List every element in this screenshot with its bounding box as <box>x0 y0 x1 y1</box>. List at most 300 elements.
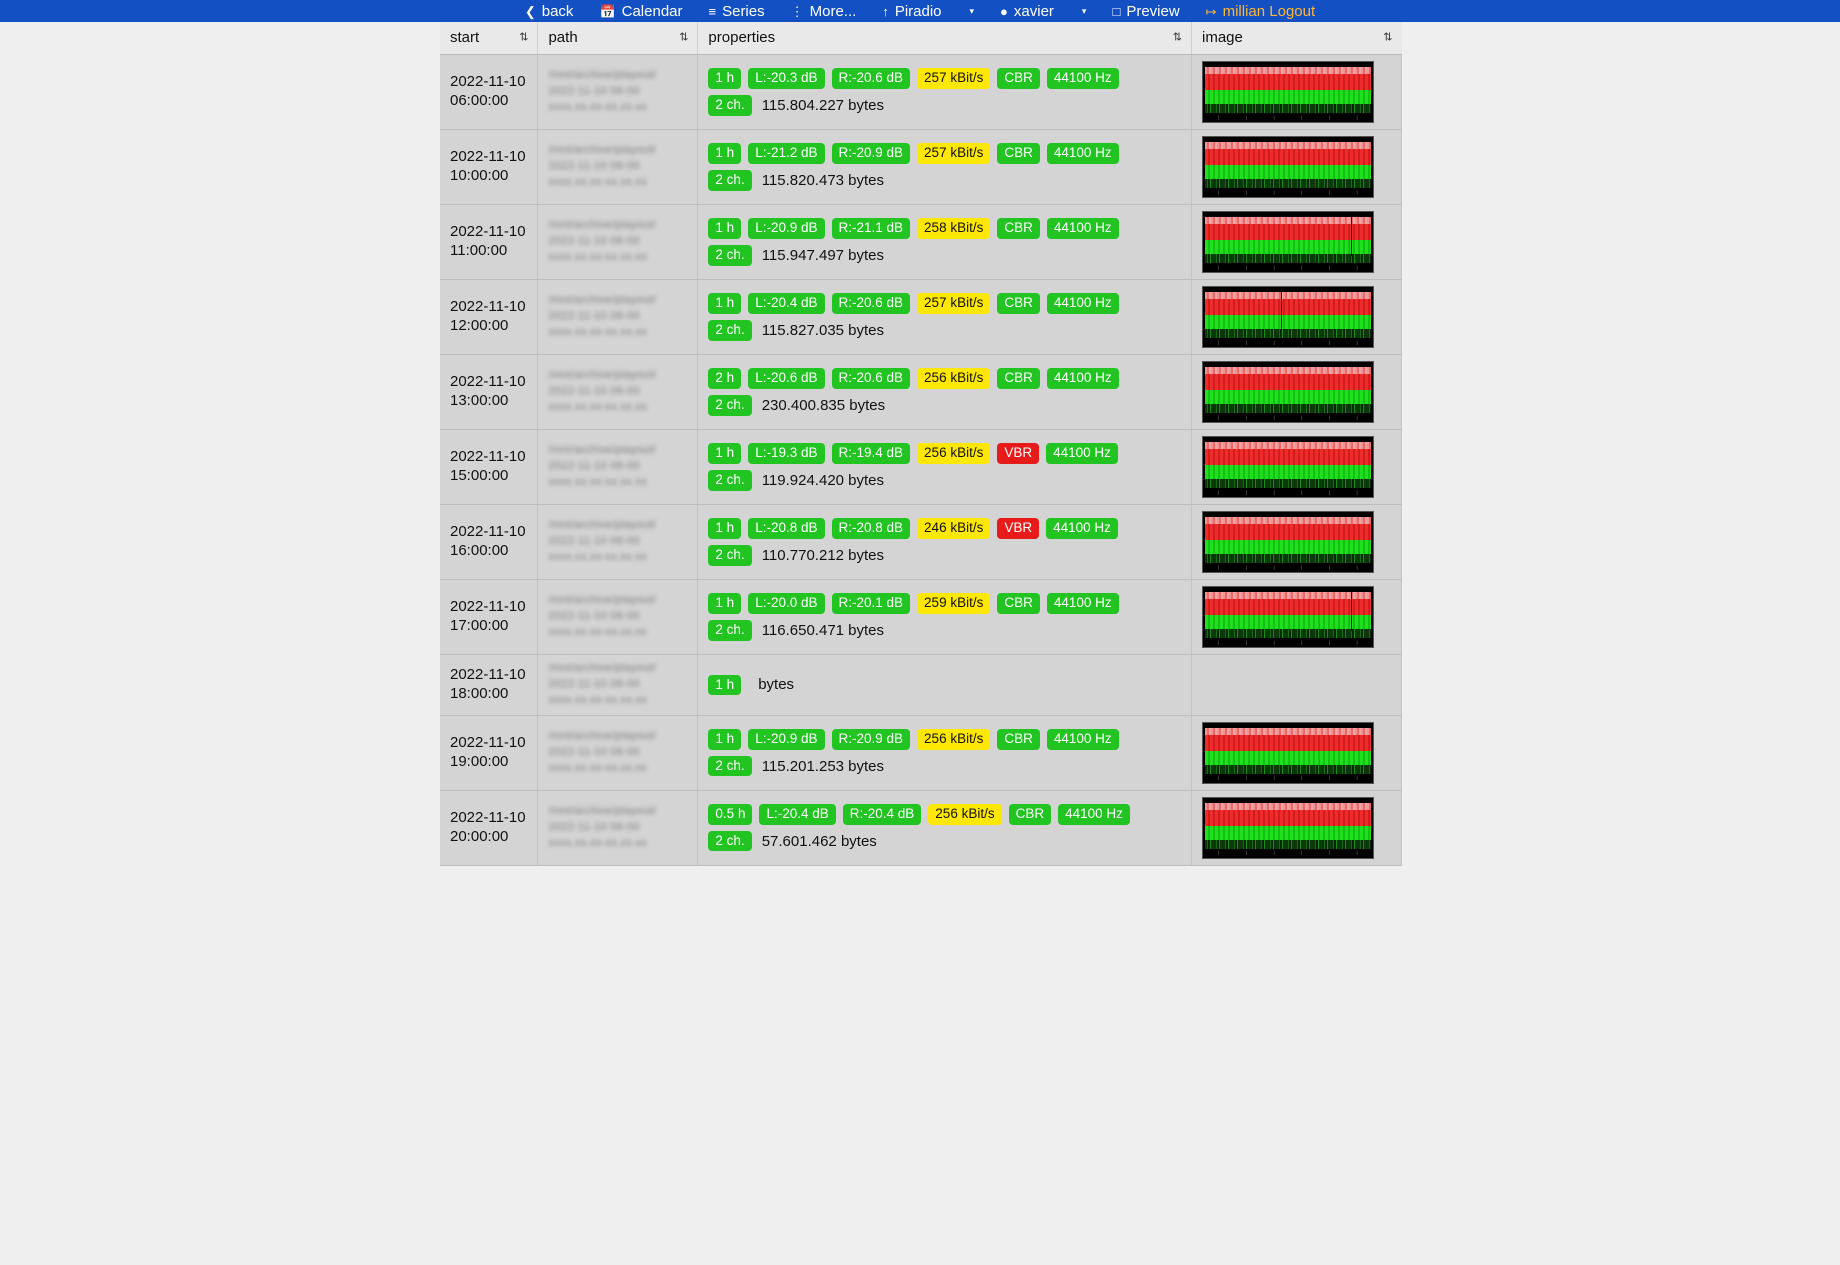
bytes-label: 230.400.835 bytes <box>761 396 886 414</box>
badge-channels: 2 ch. <box>708 395 751 416</box>
waveform-axis-tick: | <box>1272 564 1276 570</box>
property-badges <box>708 68 1181 89</box>
badge-channels: 2 ch. <box>708 245 751 266</box>
top-toolbar <box>0 0 1840 22</box>
logout-icon: ↦ <box>1205 3 1217 19</box>
waveform-thumbnail[interactable] <box>1202 136 1374 198</box>
waveform-axis-tick: | <box>1217 775 1221 781</box>
badge-samplerate: 44100 Hz <box>1047 143 1119 164</box>
recordings-table <box>440 22 1402 866</box>
waveform-thumbnail[interactable] <box>1202 361 1374 423</box>
badge-level-right: R:-20.6 dB <box>832 368 911 389</box>
chevron-down-icon-user: ▾ <box>1081 5 1087 16</box>
badge-level-left: L:-20.4 dB <box>748 293 824 314</box>
toolbar-user-select[interactable] <box>1000 3 1086 20</box>
property-second-line <box>708 170 1181 191</box>
cell-image <box>1192 205 1402 280</box>
waveform-axis-tick: | <box>1355 114 1359 120</box>
column-header-path[interactable] <box>538 22 698 55</box>
waveform-axis-tick: | <box>1245 414 1248 420</box>
waveform-axis-tick: | <box>1328 850 1331 856</box>
waveform-axis-tick: | <box>1272 414 1276 420</box>
property-badges <box>708 729 1181 750</box>
badge-channels: 2 ch. <box>708 170 751 191</box>
start-timestamp: 2022-11-10 13:00:00 <box>450 373 526 409</box>
start-timestamp: 2022-11-10 18:00:00 <box>450 666 526 702</box>
badge-duration: 1 h <box>708 218 741 239</box>
table-row[interactable] <box>440 130 1402 205</box>
badge-level-left: L:-20.9 dB <box>748 729 824 750</box>
waveform-band-red <box>1205 299 1371 315</box>
cell-start <box>440 790 538 865</box>
toolbar-back-button[interactable] <box>525 3 574 20</box>
badge-duration: 2 h <box>708 368 741 389</box>
waveform-axis-tick: | <box>1245 264 1248 270</box>
badge-level-left: L:-20.6 dB <box>748 368 824 389</box>
cell-start <box>440 580 538 655</box>
waveform-axis-tick: | <box>1300 189 1303 195</box>
badge-level-right: R:-21.1 dB <box>832 218 911 239</box>
badge-bitrate: 256 kBit/s <box>917 729 990 750</box>
waveform-axis-tick: | <box>1328 564 1331 570</box>
cell-properties <box>698 55 1192 130</box>
waveform-thumbnail[interactable] <box>1202 797 1374 859</box>
start-timestamp: 2022-11-10 12:00:00 <box>450 298 526 334</box>
property-second-line <box>708 831 1181 852</box>
badge-samplerate: 44100 Hz <box>1058 804 1130 825</box>
waveform-axis-tick: | <box>1328 189 1331 195</box>
toolbar-calendar-button[interactable] <box>599 3 682 20</box>
badge-samplerate: 44100 Hz <box>1047 729 1119 750</box>
bytes-label: bytes <box>758 676 795 694</box>
sort-icon-path[interactable]: ⇅ <box>679 31 689 44</box>
badge-duration: 1 h <box>708 675 741 696</box>
waveform-band-red <box>1205 449 1371 465</box>
cell-properties <box>698 280 1192 355</box>
waveform-axis <box>1205 563 1371 571</box>
waveform-axis-tick: | <box>1272 639 1276 645</box>
waveform-thumbnail[interactable] <box>1202 61 1374 123</box>
waveform-thumbnail[interactable] <box>1202 211 1374 273</box>
waveform-thumbnail[interactable] <box>1202 436 1374 498</box>
toolbar-more-button[interactable] <box>791 3 857 20</box>
waveform-axis-tick: | <box>1272 850 1276 856</box>
table-row[interactable] <box>440 55 1402 130</box>
path-text-blurred: /mnt/archive/playout/ 2022-11-10 06-00 xxxx.xx.xx-xx.xx.xx <box>548 729 657 774</box>
cell-start <box>440 505 538 580</box>
badge-channels: 2 ch. <box>708 756 751 777</box>
bytes-label: 115.201.253 bytes <box>761 757 885 775</box>
path-text-blurred: /mnt/archive/playout/ 2022-11-10 06-00 xxxx.xx.xx-xx.xx.xx <box>548 369 657 413</box>
property-second-line <box>708 756 1181 777</box>
waveform-axis-tick: | <box>1300 564 1303 570</box>
start-timestamp: 2022-11-10 10:00:00 <box>450 148 526 184</box>
sort-icon-start[interactable]: ⇅ <box>519 31 529 44</box>
recordings-table-wrap <box>440 22 1402 866</box>
waveform-axis-tick: | <box>1300 339 1303 345</box>
property-badges <box>708 143 1181 164</box>
waveform-axis-tick: | <box>1328 114 1331 120</box>
property-badges <box>708 804 1181 825</box>
table-row[interactable] <box>440 715 1402 790</box>
sort-icon-image[interactable]: ⇅ <box>1383 31 1393 44</box>
waveform-axis-tick: | <box>1355 189 1359 195</box>
toolbar-logout-label: millian Logout <box>1222 2 1316 20</box>
cell-path <box>538 715 698 790</box>
toolbar-preview-label: Preview <box>1126 2 1180 20</box>
cell-path <box>538 430 698 505</box>
toolbar-logout-button[interactable] <box>1206 3 1315 20</box>
path-text-blurred: /mnt/archive/playout/ 2022-11-10 06-00 xxxx.xx.xx-xx.xx.xx <box>548 444 657 488</box>
column-label-start: start <box>450 29 480 46</box>
badge-level-right: R:-19.4 dB <box>832 443 911 464</box>
cell-path <box>538 580 698 655</box>
start-timestamp: 2022-11-10 11:00:00 <box>450 223 526 259</box>
waveform-axis-tick: | <box>1245 189 1248 195</box>
cell-start <box>440 355 538 430</box>
badge-level-left: L:-20.0 dB <box>748 593 824 614</box>
sort-icon-properties[interactable]: ⇅ <box>1172 31 1182 44</box>
table-row[interactable] <box>440 655 1402 716</box>
start-timestamp: 2022-11-10 06:00:00 <box>450 73 526 109</box>
bytes-label: 115.947.497 bytes <box>761 246 885 264</box>
start-timestamp: 2022-11-10 20:00:00 <box>450 809 526 845</box>
badge-bitrate: 257 kBit/s <box>917 68 990 89</box>
badge-encoding-mode: VBR <box>997 443 1039 464</box>
cell-start <box>440 280 538 355</box>
start-timestamp: 2022-11-10 17:00:00 <box>450 598 526 634</box>
waveform-band-green <box>1205 165 1371 180</box>
column-label-path: path <box>548 29 578 46</box>
toolbar-series-button[interactable] <box>709 3 765 20</box>
badge-duration: 1 h <box>708 518 741 539</box>
badge-encoding-mode: CBR <box>997 368 1040 389</box>
waveform-axis-tick: | <box>1300 414 1303 420</box>
badge-duration: 1 h <box>708 729 741 750</box>
path-text-blurred: /mnt/archive/playout/ 2022-11-10 06-00 xxxx.xx.xx-xx.xx.xx <box>548 804 657 849</box>
waveform-axis <box>1205 263 1371 271</box>
property-second-line <box>708 95 1181 116</box>
chevron-down-icon: ▾ <box>969 5 975 16</box>
waveform-axis-tick: | <box>1217 850 1221 856</box>
cell-path <box>538 655 698 716</box>
waveform-axis-tick: | <box>1245 564 1248 570</box>
property-badges <box>708 293 1181 314</box>
waveform-band-green <box>1205 826 1371 841</box>
cell-properties <box>698 505 1192 580</box>
column-header-properties[interactable] <box>698 22 1192 55</box>
badge-level-right: R:-20.6 dB <box>832 293 911 314</box>
property-badges <box>708 593 1181 614</box>
start-timestamp: 2022-11-10 16:00:00 <box>450 523 526 559</box>
badge-samplerate: 44100 Hz <box>1047 293 1119 314</box>
column-label-properties: properties <box>708 29 776 46</box>
badge-channels: 2 ch. <box>708 470 751 491</box>
waveform-axis-tick: | <box>1355 489 1359 495</box>
toolbar-station-select[interactable] <box>882 3 974 20</box>
waveform-axis-tick: | <box>1217 339 1221 345</box>
waveform-thumbnail[interactable] <box>1202 511 1374 573</box>
waveform-axis-tick: | <box>1272 489 1276 495</box>
column-header-image[interactable] <box>1192 22 1402 55</box>
table-header <box>440 22 1402 55</box>
cell-properties <box>698 430 1192 505</box>
waveform-axis-tick: | <box>1245 339 1248 345</box>
badge-encoding-mode: CBR <box>997 293 1040 314</box>
waveform-gap-marker <box>1351 591 1352 631</box>
cell-start <box>440 130 538 205</box>
waveform-axis-tick: | <box>1217 264 1221 270</box>
list-icon: ≡ <box>708 3 717 19</box>
waveform-thumbnail[interactable] <box>1202 586 1374 648</box>
property-second-line <box>708 620 1181 641</box>
waveform-axis-tick: | <box>1300 775 1303 781</box>
toolbar-calendar-label: Calendar <box>621 2 683 20</box>
waveform-axis-tick: | <box>1272 114 1276 120</box>
badge-bitrate: 256 kBit/s <box>917 443 990 464</box>
cell-properties <box>698 715 1192 790</box>
badge-duration: 1 h <box>708 293 741 314</box>
badge-bitrate: 257 kBit/s <box>917 143 990 164</box>
waveform-axis-tick: | <box>1355 339 1359 345</box>
badge-bitrate: 258 kBit/s <box>917 218 990 239</box>
waveform-axis-tick: | <box>1217 564 1221 570</box>
property-badges <box>708 443 1181 464</box>
property-second-line <box>708 320 1181 341</box>
table-header-row <box>440 22 1402 55</box>
waveform-band-red <box>1205 524 1371 540</box>
waveform-gap-marker <box>1281 291 1282 331</box>
badge-bitrate: 246 kBit/s <box>917 518 990 539</box>
cell-path <box>538 130 698 205</box>
badge-encoding-mode: CBR <box>1009 804 1052 825</box>
cell-path <box>538 505 698 580</box>
cell-properties <box>698 655 1192 716</box>
waveform-band-green <box>1205 390 1371 405</box>
waveform-axis-tick: | <box>1217 189 1221 195</box>
path-text-blurred: /mnt/archive/playout/ 2022-11-10 06-00 xxxx.xx.xx-xx.xx.xx <box>548 294 657 338</box>
path-text-blurred: /mnt/archive/playout/ 2022-11-10 06-00 xxxx.xx.xx-xx.xx.xx <box>548 219 657 263</box>
cell-start <box>440 430 538 505</box>
badge-samplerate: 44100 Hz <box>1047 218 1119 239</box>
waveform-axis-tick: | <box>1245 639 1248 645</box>
path-text-blurred: /mnt/archive/playout/ 2022-11-10 06-00 xxxx.xx.xx-xx.xx.xx <box>548 662 657 706</box>
waveform-axis-tick: | <box>1300 489 1303 495</box>
badge-samplerate: 44100 Hz <box>1047 368 1119 389</box>
waveform-axis <box>1205 188 1371 196</box>
waveform-axis-tick: | <box>1328 775 1331 781</box>
start-timestamp: 2022-11-10 19:00:00 <box>450 734 526 770</box>
waveform-axis <box>1205 774 1371 782</box>
cell-image <box>1192 130 1402 205</box>
waveform-axis-tick: | <box>1300 639 1303 645</box>
table-row[interactable] <box>440 355 1402 430</box>
cell-image <box>1192 430 1402 505</box>
path-text-blurred: /mnt/archive/playout/ 2022-11-10 06-00 xxxx.xx.xx-xx.xx.xx <box>548 519 657 563</box>
property-second-line <box>708 245 1181 266</box>
waveform-band-green <box>1205 615 1371 630</box>
cell-start <box>440 205 538 280</box>
toolbar-preview-button[interactable] <box>1112 3 1179 20</box>
cell-image <box>1192 715 1402 790</box>
cell-start <box>440 715 538 790</box>
property-badges <box>708 675 1181 696</box>
toolbar-back-label: back <box>541 2 574 20</box>
waveform-axis-tick: | <box>1328 414 1331 420</box>
toolbar-user-label: xavier <box>1013 2 1054 20</box>
path-text-blurred: /mnt/archive/playout/ 2022-11-10 06-00 xxxx.xx.xx-xx.xx.xx <box>548 594 657 638</box>
cell-path <box>538 205 698 280</box>
waveform-axis <box>1205 849 1371 857</box>
badge-bitrate: 259 kBit/s <box>917 593 990 614</box>
waveform-axis-tick: | <box>1245 775 1248 781</box>
waveform-axis-tick: | <box>1217 489 1221 495</box>
badge-level-right: R:-20.4 dB <box>843 804 922 825</box>
badge-encoding-mode: CBR <box>997 218 1040 239</box>
table-row[interactable] <box>440 790 1402 865</box>
table-row[interactable] <box>440 505 1402 580</box>
badge-level-left: L:-20.4 dB <box>759 804 835 825</box>
calendar-icon: 📅 <box>599 3 616 19</box>
more-icon: ⋮ <box>790 3 804 19</box>
bytes-label: 119.924.420 bytes <box>761 471 885 489</box>
badge-level-left: L:-20.8 dB <box>748 518 824 539</box>
cell-image <box>1192 55 1402 130</box>
toolbar-station-label: Piradio <box>894 2 942 20</box>
waveform-axis-tick: | <box>1217 639 1221 645</box>
waveform-axis-tick: | <box>1217 414 1221 420</box>
waveform-axis-tick: | <box>1272 189 1276 195</box>
waveform-band-red <box>1205 599 1371 615</box>
badge-duration: 0.5 h <box>708 804 752 825</box>
badge-duration: 1 h <box>708 143 741 164</box>
badge-duration: 1 h <box>708 68 741 89</box>
waveform-axis-tick: | <box>1245 850 1248 856</box>
badge-channels: 2 ch. <box>708 831 751 852</box>
badge-samplerate: 44100 Hz <box>1047 68 1119 89</box>
toolbar-series-label: Series <box>722 2 765 20</box>
waveform-gap-marker <box>1351 216 1352 256</box>
waveform-axis-tick: | <box>1355 639 1359 645</box>
waveform-axis-tick: | <box>1328 639 1331 645</box>
antenna-icon: ↑ <box>882 3 889 19</box>
table-row[interactable] <box>440 430 1402 505</box>
waveform-axis <box>1205 488 1371 496</box>
bytes-label: 57.601.462 bytes <box>761 832 877 850</box>
badge-level-right: R:-20.1 dB <box>832 593 911 614</box>
property-second-line <box>708 395 1181 416</box>
preview-icon: □ <box>1112 3 1121 19</box>
property-second-line <box>708 470 1181 491</box>
table-row[interactable] <box>440 580 1402 655</box>
waveform-axis-tick: | <box>1245 114 1248 120</box>
waveform-band-red <box>1205 735 1371 751</box>
badge-bitrate: 257 kBit/s <box>917 293 990 314</box>
table-row[interactable] <box>440 205 1402 280</box>
badge-level-right: R:-20.8 dB <box>832 518 911 539</box>
badge-samplerate: 44100 Hz <box>1046 443 1118 464</box>
waveform-band-red <box>1205 224 1371 240</box>
badge-channels: 2 ch. <box>708 620 751 641</box>
badge-samplerate: 44100 Hz <box>1046 518 1118 539</box>
badge-level-right: R:-20.6 dB <box>832 68 911 89</box>
badge-channels: 2 ch. <box>708 320 751 341</box>
bytes-label: 115.820.473 bytes <box>761 171 885 189</box>
bytes-label: 110.770.212 bytes <box>761 546 885 564</box>
table-body <box>440 55 1402 866</box>
start-timestamp: 2022-11-10 15:00:00 <box>450 448 526 484</box>
badge-samplerate: 44100 Hz <box>1047 593 1119 614</box>
waveform-axis <box>1205 413 1371 421</box>
badge-channels: 2 ch. <box>708 545 751 566</box>
property-badges <box>708 518 1181 539</box>
waveform-band-green <box>1205 315 1371 330</box>
cell-image <box>1192 505 1402 580</box>
waveform-axis-tick: | <box>1355 850 1359 856</box>
waveform-axis-tick: | <box>1355 414 1359 420</box>
badge-encoding-mode: CBR <box>997 143 1040 164</box>
badge-channels: 2 ch. <box>708 95 751 116</box>
badge-level-right: R:-20.9 dB <box>832 729 911 750</box>
column-header-start[interactable] <box>440 22 538 55</box>
badge-bitrate: 256 kBit/s <box>917 368 990 389</box>
cell-image <box>1192 790 1402 865</box>
badge-encoding-mode: CBR <box>997 729 1040 750</box>
badge-encoding-mode: CBR <box>997 68 1040 89</box>
cell-image <box>1192 280 1402 355</box>
cell-properties <box>698 205 1192 280</box>
bytes-label: 116.650.471 bytes <box>761 621 885 639</box>
property-second-line <box>708 545 1181 566</box>
waveform-thumbnail[interactable] <box>1202 286 1374 348</box>
waveform-band-red <box>1205 149 1371 165</box>
bytes-label: 115.827.035 bytes <box>761 321 885 339</box>
waveform-thumbnail[interactable] <box>1202 722 1374 784</box>
cell-path <box>538 55 698 130</box>
waveform-band-red <box>1205 74 1371 90</box>
waveform-band-red <box>1205 810 1371 826</box>
badge-level-left: L:-21.2 dB <box>748 143 824 164</box>
cell-image <box>1192 655 1402 716</box>
waveform-axis-tick: | <box>1355 775 1359 781</box>
cell-image <box>1192 355 1402 430</box>
badge-level-left: L:-20.3 dB <box>748 68 824 89</box>
chevron-left-icon: ❮ <box>524 3 536 19</box>
badge-encoding-mode: CBR <box>997 593 1040 614</box>
badge-level-right: R:-20.9 dB <box>832 143 911 164</box>
cell-properties <box>698 580 1192 655</box>
cell-path <box>538 280 698 355</box>
waveform-band-green <box>1205 240 1371 255</box>
waveform-axis <box>1205 638 1371 646</box>
waveform-axis-tick: | <box>1355 264 1359 270</box>
cell-properties <box>698 355 1192 430</box>
property-badges <box>708 368 1181 389</box>
column-label-image: image <box>1202 29 1243 46</box>
table-row[interactable] <box>440 280 1402 355</box>
badge-encoding-mode: VBR <box>997 518 1039 539</box>
cell-properties <box>698 790 1192 865</box>
badge-bitrate: 256 kBit/s <box>928 804 1001 825</box>
waveform-band-green <box>1205 465 1371 480</box>
waveform-band-green <box>1205 751 1371 766</box>
path-text-blurred: /mnt/archive/playout/ 2022-11-10 06-00 xxxx.xx.xx-xx.xx.xx <box>548 144 657 188</box>
cell-path <box>538 355 698 430</box>
waveform-axis-tick: | <box>1245 489 1248 495</box>
waveform-axis-tick: | <box>1328 339 1331 345</box>
cell-start <box>440 55 538 130</box>
waveform-axis <box>1205 113 1371 121</box>
